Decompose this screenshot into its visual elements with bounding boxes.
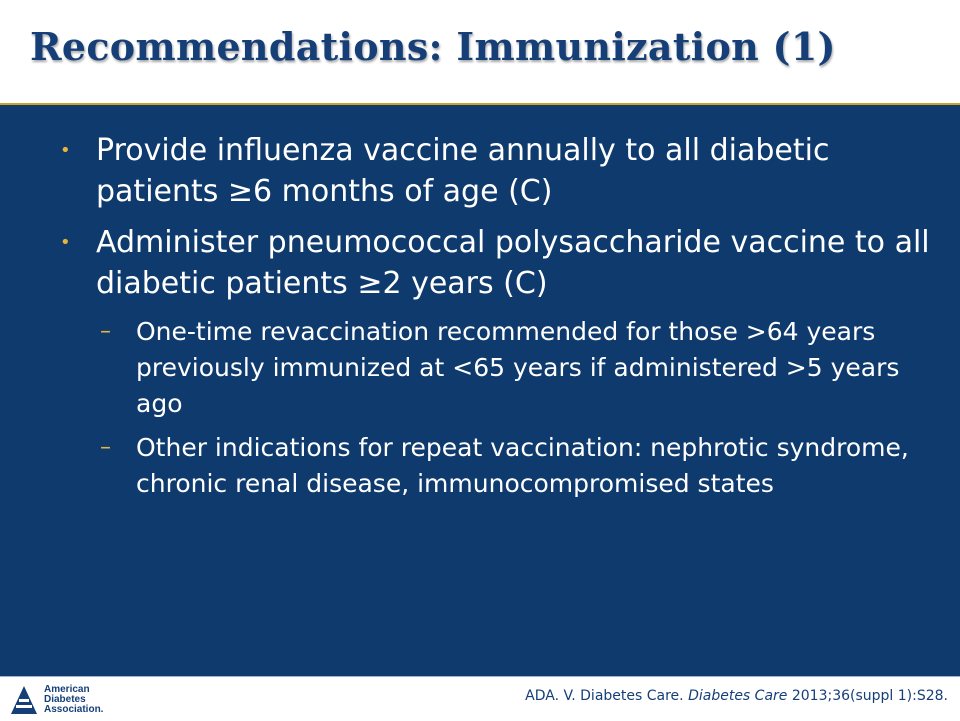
slide-title: Recommendations: Immunization (1) bbox=[30, 24, 836, 69]
citation-journal: Diabetes Care bbox=[688, 688, 788, 704]
sub-bullet-item bbox=[60, 430, 930, 502]
bullet-text: Provide influenza vaccine annually to all diabetic patients ≥6 months of age (C) bbox=[96, 133, 830, 209]
sub-bullet-text: One-time revaccination recommended for those >64 years previously immunized at <65 years if administered >5 years ago bbox=[136, 317, 900, 418]
citation bbox=[525, 688, 948, 704]
sub-bullet-text: Other indications for repeat vaccination: nephrotic syndrome, chronic renal disease, immunocompromised states bbox=[136, 433, 909, 498]
bullet-dot-icon: • bbox=[60, 232, 71, 253]
dash-icon: – bbox=[100, 435, 111, 460]
dash-icon: – bbox=[100, 319, 111, 344]
logo-line: American bbox=[44, 684, 90, 695]
title-bar bbox=[0, 0, 960, 105]
ada-logo bbox=[10, 683, 120, 717]
logo-line: Diabetes bbox=[44, 694, 86, 705]
bullet-item bbox=[60, 222, 930, 304]
logo-text bbox=[44, 685, 103, 715]
ada-logo-icon bbox=[10, 685, 38, 715]
bullet-dot-icon: • bbox=[60, 140, 71, 161]
bullet-item bbox=[60, 130, 930, 212]
logo-line: Association. bbox=[44, 704, 104, 715]
slide-content bbox=[60, 130, 930, 510]
bullet-text: Administer pneumococcal polysaccharide vaccine to all diabetic patients ≥2 years (C) bbox=[96, 225, 930, 301]
sub-bullet-item bbox=[60, 314, 930, 422]
citation-prefix: ADA. V. Diabetes Care. bbox=[525, 688, 689, 704]
footer bbox=[0, 676, 960, 721]
citation-suffix: 2013;36(suppl 1):S28. bbox=[787, 688, 948, 704]
